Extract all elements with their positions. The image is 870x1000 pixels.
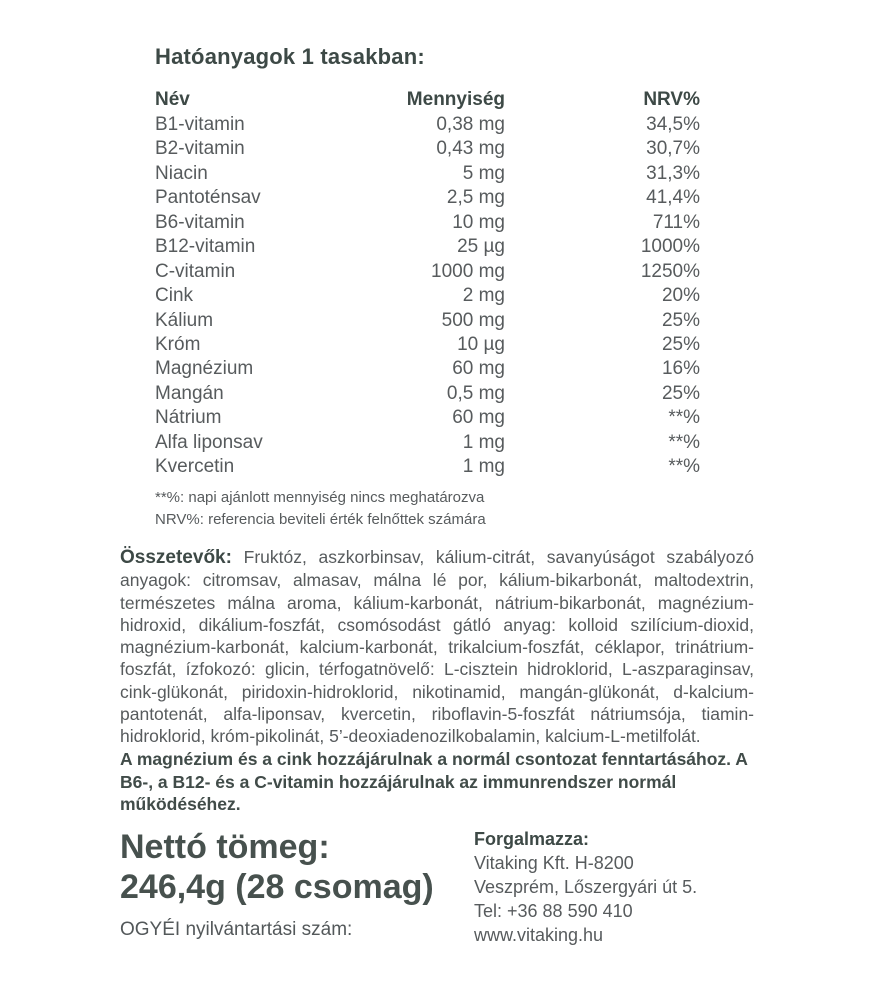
footnotes — [155, 487, 486, 530]
nutrient-nrv: 25% — [661, 309, 700, 331]
ingredients-paragraph — [120, 546, 754, 748]
header-name: Név — [155, 89, 190, 110]
footnote-nrv-definition: NRV%: referencia beviteli érték felnőttek számára — [155, 510, 486, 528]
table-row — [155, 431, 700, 455]
table-row — [155, 162, 700, 186]
table-header-row — [155, 87, 700, 113]
table-row — [155, 309, 700, 333]
table-row — [155, 137, 700, 161]
distributor-website: www.vitaking.hu — [474, 925, 604, 945]
footnote-no-rda: **%: napi ajánlott mennyiség nincs meghatározva — [155, 489, 485, 506]
distributor-address: Veszprém, Lőszergyári út 5. — [474, 877, 698, 897]
nutrient-nrv: 30,7% — [646, 138, 700, 160]
nutrient-nrv: 1000% — [640, 236, 700, 258]
nutrient-nrv: 20% — [661, 285, 700, 307]
table-row — [155, 113, 700, 137]
ingredients-label: Összetevők: — [120, 547, 232, 568]
net-weight-block — [120, 828, 434, 907]
table-row — [155, 186, 700, 210]
distributor-company: Vitaking Kft. H-8200 — [474, 853, 634, 873]
ingredients-text: Fruktóz, aszkorbinsav, kálium-citrát, savanyúságot szabályozó anyagok: citromsav, almasav, málna lé por, kálium-bikarbonát, maltodextrin, természetes málna aroma, kálium-karbonát, nátrium-bikarbonát, magnézium-hidroxid, dikálium-foszfát, csomósodást gátló anyag: kolloid szilícium-dioxid, magnézium-karbonát, kalcium-karbonát, trikalcium-foszfát, céklapor, trinátrium-foszfát, ízfokozó: glicin, térfogatnövelő: L-cisztein hidroklorid, L-aszparaginsav, cink-glükonát, piridoxin-hidroklorid, nikotinamid, mangán-glükonát, d-kalcium-pantotenát, alfa-liponsav, kvercetin, riboflavin-5-foszfát nátriumsója, tiamin-hidroklorid, króm-pikolinát, 5’-deoxiadenozilkobalamin, kalcium-L-metilfolát. — [120, 547, 754, 747]
claims-paragraph: A magnézium és a cink hozzájárulnak a normál csontozat fenntartásához. A B6-, a B12- és a C-vitamin hozzájárulnak az immunrendszer normál működéséhez. — [120, 749, 748, 814]
nutrient-name: Nátrium — [155, 407, 222, 429]
nutrient-qty: 0,43 mg — [436, 138, 505, 160]
nutrient-nrv: 41,4% — [646, 187, 700, 209]
net-weight-value: 246,4g (28 csomag) — [120, 867, 434, 906]
distributor-block — [474, 827, 697, 947]
nutrient-qty: 5 mg — [462, 162, 505, 184]
nutrient-qty: 1 mg — [462, 431, 505, 453]
nutrient-name: Niacin — [155, 162, 208, 184]
header-quantity: Mennyiség — [406, 89, 505, 110]
nutrient-qty: 0,5 mg — [446, 382, 505, 404]
nutrient-qty: 1000 mg — [431, 260, 505, 282]
nutrient-nrv: 34,5% — [646, 114, 700, 135]
registration-label: OGYÉI nyilvántartási szám: — [120, 919, 353, 940]
nutrient-name: C-vitamin — [155, 260, 236, 282]
nutrient-nrv: **% — [668, 456, 700, 478]
nutrient-qty: 60 mg — [452, 358, 505, 380]
nutrient-name: Mangán — [155, 382, 224, 404]
nutrient-nrv: 1250% — [640, 260, 700, 282]
nutrient-nrv: 16% — [661, 358, 700, 380]
nutrient-qty: 2,5 mg — [446, 187, 505, 209]
nutrient-name: Kvercetin — [155, 456, 235, 478]
net-weight-label: Nettó tömeg: — [120, 828, 330, 866]
nutrient-nrv: **% — [668, 431, 700, 453]
nutrient-name: Kálium — [155, 309, 214, 331]
table-row — [155, 357, 700, 381]
distributor-label: Forgalmazza: — [474, 829, 590, 849]
nutrient-qty: 10 µg — [457, 333, 505, 355]
nutrient-qty: 60 mg — [452, 407, 505, 429]
nutrient-qty: 10 mg — [452, 211, 505, 233]
table-row — [155, 211, 700, 235]
table-row — [155, 382, 700, 406]
nutrient-name: Magnézium — [155, 358, 254, 380]
nutrient-nrv: 25% — [661, 333, 700, 355]
nutrient-nrv: 25% — [661, 382, 700, 404]
nutrient-name: B6-vitamin — [155, 211, 245, 233]
table-row — [155, 260, 700, 284]
nutrient-name: Cink — [155, 285, 194, 307]
nutrient-name: B2-vitamin — [155, 138, 245, 160]
nutrient-name: Pantoténsav — [155, 187, 261, 209]
nutrient-qty: 0,38 mg — [436, 114, 505, 135]
table-row — [155, 284, 700, 308]
nutrient-qty: 2 mg — [462, 285, 505, 307]
table-row — [155, 406, 700, 430]
nutrient-qty: 25 µg — [457, 236, 505, 258]
nutrient-qty: 1 mg — [462, 456, 505, 478]
nutrient-nrv: **% — [668, 407, 700, 429]
nutrient-name: Króm — [155, 333, 201, 355]
nutrient-nrv: 31,3% — [646, 162, 700, 184]
distributor-phone: Tel: +36 88 590 410 — [474, 901, 633, 921]
nutrient-name: Alfa liponsav — [155, 431, 263, 453]
nutrient-name: B1-vitamin — [155, 114, 245, 135]
nutrient-name: B12-vitamin — [155, 236, 256, 258]
nutrient-table — [155, 87, 700, 480]
header-nrv: NRV% — [643, 89, 700, 110]
nutrient-nrv: 711% — [652, 211, 700, 233]
nutrient-qty: 500 mg — [441, 309, 505, 331]
table-row — [155, 333, 700, 357]
page-title: Hatóanyagok 1 tasakban: — [155, 44, 425, 69]
table-row — [155, 455, 700, 479]
table-row — [155, 235, 700, 259]
